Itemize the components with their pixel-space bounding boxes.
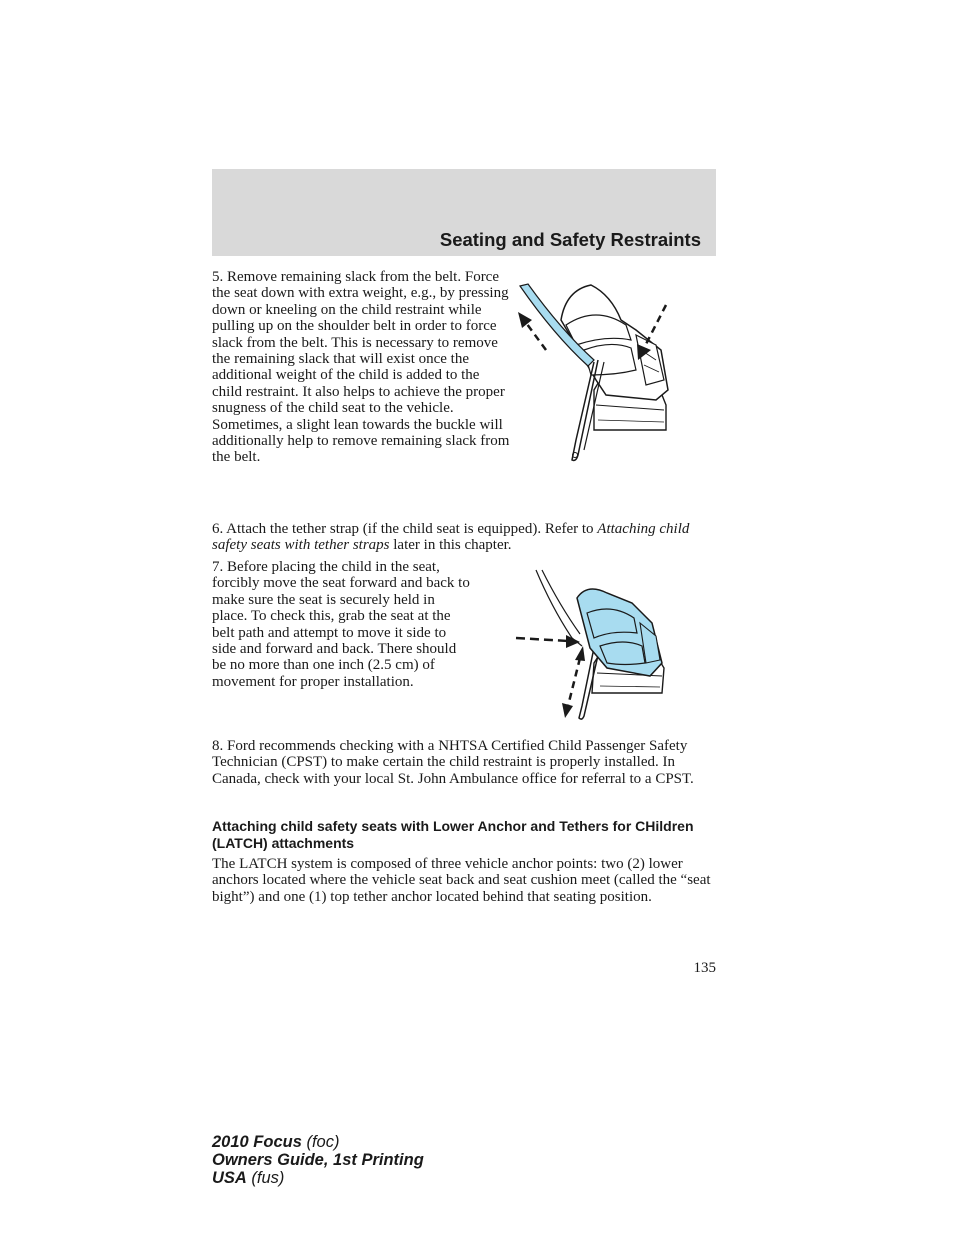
footer-line-market — [212, 1169, 424, 1187]
step-6-paragraph — [212, 521, 716, 554]
footer-model-name: 2010 Focus — [212, 1133, 302, 1151]
step-5-paragraph: 5. Remove remaining slack from the belt. Force the seat down with extra weight, e.g., by pressing down or kneeling on the child restraint while pulling up on the shoulder belt in order to force slack from the belt. This is necessary to remove the remaining slack that will exist once the additional weight of the child is added to the child restraint. It also helps to achieve the proper snugness of the child seat to the vehicle. Sometimes, a slight lean towards the buckle will additionally help to remove remaining slack from the belt. — [212, 269, 510, 466]
step-6-text-end: later in this chapter. — [389, 537, 512, 554]
latch-paragraph: The LATCH system is composed of three vehicle anchor points: two (2) lower anchors located where the vehicle seat back and seat cushion meet (called the “seat bight”) and one (1) top tether anchor located behind that seating position. — [212, 856, 711, 905]
document-footer — [212, 1133, 424, 1187]
section-title: Seating and Safety Restraints — [439, 229, 701, 250]
step-6-text: 6. Attach the tether strap (if the child seat is equipped). Refer to — [212, 521, 598, 537]
latch-section-heading: Attaching child safety seats with Lower Anchor and Tethers for CHildren (LATCH) attachments — [212, 818, 694, 851]
footer-line-edition — [212, 1151, 424, 1169]
step-8-paragraph: 8. Ford recommends checking with a NHTSA Certified Child Passenger Safety Technician (CPST) to make certain the child restraint is properly installed. In Canada, check with your local St. John Ambulance office for referral to a CPST. — [212, 738, 694, 787]
section-header-band — [212, 169, 716, 256]
footer-market-code: (fus) — [246, 1169, 285, 1187]
child-seat-movement-check-illustration — [512, 568, 672, 723]
step-7-paragraph: 7. Before placing the child in the seat, forcibly move the seat forward and back to make sure the seat is securely held in place. To check this, grab the seat at the belt path and attempt to move it side to side and forward and back. There should be no more than one inch (2.5 cm) of movement for proper installation. — [212, 559, 470, 690]
page-number: 135 — [693, 960, 716, 976]
step-6-reference: Attaching child safety seats with tether straps — [212, 521, 690, 554]
footer-edition: Owners Guide, 1st Printing — [212, 1151, 424, 1169]
footer-line-model — [212, 1133, 424, 1151]
footer-market: USA — [212, 1169, 247, 1187]
child-seat-slack-illustration — [506, 280, 676, 470]
footer-model-code: (foc) — [301, 1133, 340, 1151]
